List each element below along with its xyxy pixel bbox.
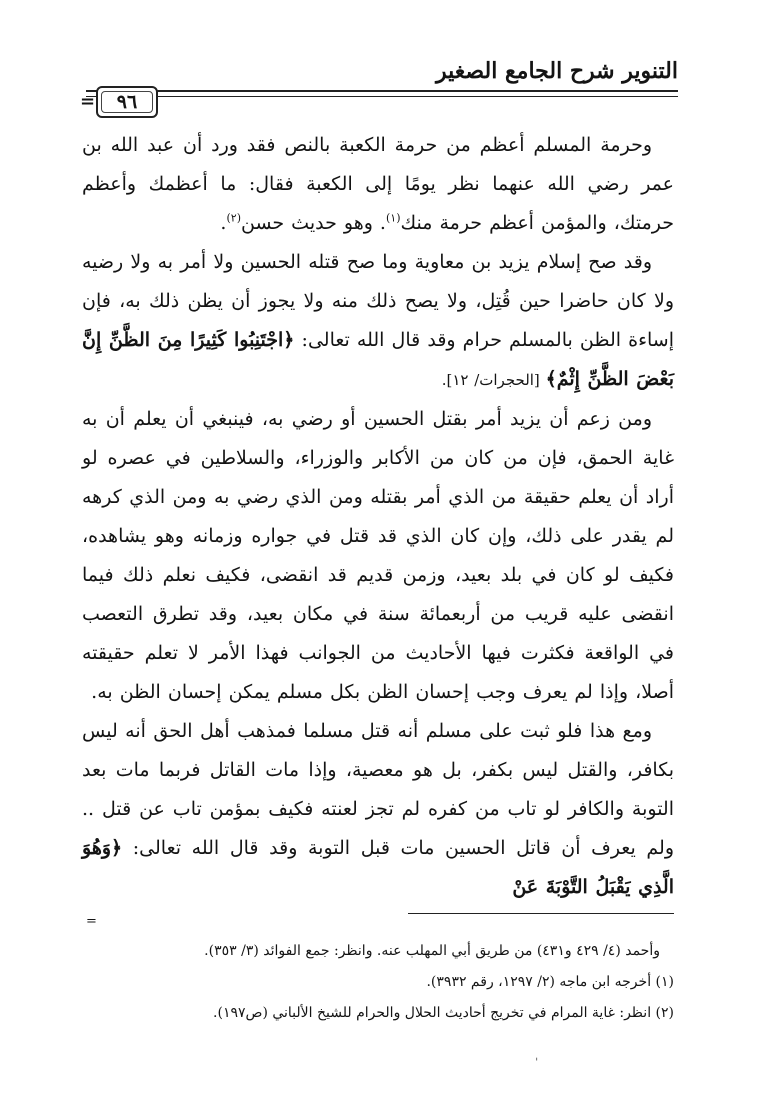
main-text <box>82 126 674 907</box>
scan-artifact: ˌ <box>535 1048 539 1062</box>
footnotes <box>82 936 674 1029</box>
footnote-ref-1[interactable]: (١) <box>385 211 401 225</box>
quran-quote-2: ﴿وَهُوَ الَّذِي يَقْبَلُ التَّوْبَةَ عَنْ <box>82 837 674 898</box>
paragraph-4-text: ومع هذا فلو ثبت على مسلم أنه قتل مسلما فمذهب أهل الحق أنه ليس بكافر، والقتل ليس بكفر، بل هو معصية، وإذا مات القاتل فربما مات بعد التوبة والكافر لو تاب من كفره لم تجز لعنته فكيف بمؤمن تاب عن قتل .. ولم يعرف أن قاتل الحسين مات قبل التوبة وقد قال الله تعالى: <box>82 720 674 859</box>
paragraph-1 <box>82 126 674 243</box>
footnote-ref-2[interactable]: (٢) <box>226 211 241 225</box>
footnote-continuation: وأحمد (٤/ ٤٢٩ و٤٣١) من طريق أبي المهلب عنه. وانظر: جمع الفوائد (٣/ ٣٥٣). <box>204 943 660 959</box>
paragraph-1-text-b: . وهو حديث حسن <box>240 212 386 234</box>
paragraph-2 <box>82 243 674 400</box>
running-header <box>78 58 678 98</box>
paragraph-4 <box>82 712 674 907</box>
page-number: ٩٦ <box>96 86 158 118</box>
header-rule <box>86 90 678 92</box>
paragraph-1-text: وحرمة المسلم أعظم من حرمة الكعبة بالنص فقد ورد أن عبد الله بن عمر رضي الله عنهما نظر يومًا إلى الكعبة فقال: ما أعظمك وأعظم حرمتك، والمؤمن أعظم حرمة منك <box>82 134 674 234</box>
footnote-continuation-mark: = <box>86 914 97 929</box>
header-continuation-mark: = <box>80 91 96 112</box>
quran-citation: [الحجرات/ ١٢]. <box>441 371 546 389</box>
paragraph-2-text: وقد صح إسلام يزيد بن معاوية وما صح قتله الحسين ولا أمر به ولا رضيه ولا كان حاضرا حين قُتِل، ولا يصح ذلك منه ولا يجوز أن يظن ذلك به، فإن إساءة الظن بالمسلم حرام وقد قال الله تعالى: <box>82 251 674 351</box>
footnote-1: (١) أخرجه ابن ماجه (٢/ ١٢٩٧، رقم ٣٩٣٢). <box>426 974 674 990</box>
paragraph-1-end: . <box>220 212 227 234</box>
quran-quote: ﴿اجْتَنِبُوا كَثِيرًا مِنَ الظَّنِّ إِنَّ بَعْضَ الظَّنِّ إِثْمٌ﴾ <box>82 329 674 390</box>
running-header-title: التنوير شرح الجامع الصغير <box>436 58 678 84</box>
footnote-separator <box>408 913 674 914</box>
footnote-2: (٢) انظر: غاية المرام في تخريج أحاديث الحلال والحرام للشيخ الألباني (ص١٩٧). <box>213 1005 674 1021</box>
paragraph-3: ومن زعم أن يزيد أمر بقتل الحسين أو رضي به، فينبغي أن يعلم أن به غاية الحمق، فإن من كان من الأكابر والوزراء، والسلاطين في عصره لو أراد أن يعلم حقيقة من الذي أمر بقتله ومن الذي رضي به ومن الذي كرهه لم يقدر على ذلك، وإن كان الذي قد قتل في جواره وزمانه وهو يشاهده، فكيف لو كان في بلد بعيد، وزمن قديم قد انقضى، فكيف نعلم ذلك فيما انقضى عليه قريب من أربعمائة سنة في مكان بعيد، وقد تطرق التعصب في الواقعة فكثرت فيها الأحاديث من الجوانب فهذا الأمر لا تعلم حقيقته أصلا، وإذا لم يعرف وجب إحسان الظن بكل مسلم يمكن إحسان الظن به. <box>82 408 675 703</box>
header-rule-thin <box>86 96 678 97</box>
